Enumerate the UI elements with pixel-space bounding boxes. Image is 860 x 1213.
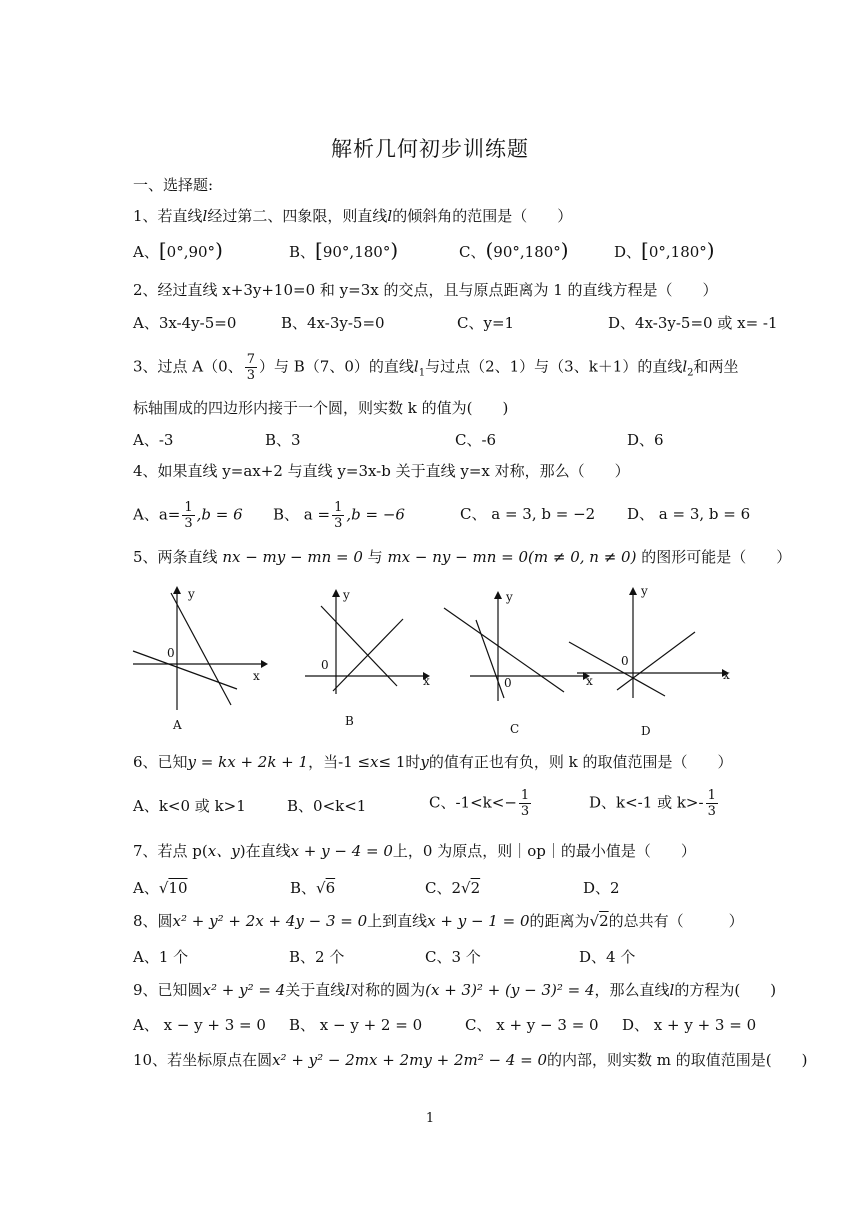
x-axis-arrow: [261, 660, 268, 668]
origin-label: 0: [321, 658, 329, 672]
sqrt-icon: √: [461, 879, 471, 897]
question-8-option-c: C、3 个: [425, 948, 481, 966]
question-1-option-a: A、[0°,90°): [133, 238, 223, 262]
question-8-option-b: B、2 个: [289, 948, 345, 966]
graph-b: [305, 588, 435, 698]
question-6-option-c: C、-1<k<− $\frac{1}{3}$: [429, 788, 530, 819]
y-axis-label: y: [188, 587, 195, 601]
sqrt-icon: √: [158, 879, 169, 897]
line-2: [171, 593, 231, 705]
question-2-stem: 2、经过直线 x+3y+10=0 和 y=3x 的交点，且与原点距离为 1 的直线方程是（ ）: [133, 281, 718, 299]
question-4-stem: 4、如果直线 y=ax+2 与直线 y=3x-b 关于直线 y=x 对称，那么（ ）: [133, 462, 630, 480]
question-8-option-a: A、1 个: [133, 948, 189, 966]
question-9-option-d: D、 x + y + 3 = 0: [622, 1016, 757, 1034]
question-1-option-b: B、[90°,180°): [289, 238, 399, 262]
question-4-option-c: C、 a = 3, b = −2: [460, 505, 596, 523]
graph-c-label: C: [510, 722, 520, 736]
question-4-option-d: D、 a = 3, b = 6: [627, 505, 751, 523]
y-axis-label: y: [641, 584, 648, 598]
section-heading: 一、选择题:: [133, 176, 214, 194]
question-3-option-d: D、6: [627, 431, 664, 449]
question-9-option-b: B、 x − y + 2 = 0: [289, 1016, 423, 1034]
page-number: 1: [425, 1111, 435, 1126]
graph-a-label: A: [173, 718, 182, 732]
question-6-stem: 6、已知y = kx + 2k + 1，当-1 ≤x≤ 1时y的值有正也有负，则 k 的取值范围是（ ）: [133, 753, 733, 771]
x-axis-label: x: [423, 674, 430, 688]
question-5-stem: 5、两条直线 nx − my − mn = 0 与 mx − ny − mn = 0(m ≠ 0, n ≠ 0) 的图形可能是（ ）: [133, 548, 792, 566]
question-6-option-a: A、k<0 或 k>1: [133, 797, 246, 815]
graph-b-label: B: [345, 714, 354, 728]
y-axis-label: y: [343, 588, 350, 602]
question-7-option-d: D、2: [583, 879, 620, 897]
line-1: [133, 651, 237, 689]
y-axis-label: y: [506, 590, 513, 604]
question-1-option-c: C、(90°,180°): [459, 238, 569, 262]
question-9-option-c: C、 x + y − 3 = 0: [465, 1016, 599, 1034]
question-10-stem: 10、若坐标原点在圆x² + y² − 2mx + 2my + 2m² − 4 = 0的内部，则实数 m 的取值范围是( ): [133, 1051, 808, 1069]
x-axis-label: x: [586, 674, 593, 688]
question-8-option-d: D、4 个: [579, 948, 636, 966]
origin-label: 0: [621, 654, 629, 668]
question-7-option-c: C、2√2: [425, 879, 481, 897]
question-1-stem: 1、若直线l经过第二、四象限，则直线l的倾斜角的范围是（ ）: [133, 207, 573, 225]
question-9-option-a: A、 x − y + 3 = 0: [133, 1016, 266, 1034]
origin-label: 0: [504, 676, 512, 690]
fraction: $\frac{7}{3}$: [246, 352, 255, 383]
question-3-option-c: C、-6: [455, 431, 497, 449]
page-title: 解析几何初步训练题: [331, 137, 529, 161]
question-4-option-a: A、a= $\frac{1}{3}$ ,b = 6: [133, 500, 243, 531]
graph-a: [133, 585, 268, 715]
question-8-stem: 8、圆x² + y² + 2x + 4y − 3 = 0上到直线x + y − 1 = 0的距离为√2的总共有（ ）: [133, 912, 744, 930]
x-axis-label: x: [723, 668, 730, 682]
question-2-option-c: C、y=1: [457, 314, 515, 332]
question-4-option-b: B、 a = $\frac{1}{3}$ ,b = −6: [273, 500, 405, 531]
question-6-option-d: D、k<-1 或 k>- $\frac{1}{3}$: [589, 788, 716, 819]
question-3-option-b: B、3: [265, 431, 301, 449]
question-3-option-a: A、-3: [133, 431, 174, 449]
sqrt-icon: √: [316, 879, 326, 897]
question-3-stem-line1: 3、过点 A（0、 $\frac{7}{3}$ ）与 B（7、0）的直线$l_1$与过点（2、1）与（3、k＋1）的直线$l_2$和两坐: [133, 352, 739, 383]
y-axis-arrow: [173, 586, 181, 594]
question-2-option-b: B、4x-3y-5=0: [281, 314, 385, 332]
question-7-option-b: B、√6: [290, 879, 336, 897]
question-3-stem-line2: 标轴围成的四边形内接于一个圆，则实数 k 的值为( ): [133, 399, 509, 417]
graph-d: [565, 582, 735, 702]
x-axis-label: x: [253, 669, 260, 683]
question-9-stem: 9、已知圆x² + y² = 4关于直线l对称的圆为(x + 3)² + (y − 3)² = 4，那么直线l的方程为( ): [133, 981, 777, 999]
question-2-option-a: A、3x-4y-5=0: [133, 314, 237, 332]
graph-d-label: D: [641, 724, 651, 738]
question-7-option-a: A、√10: [133, 879, 188, 897]
question-1-option-d: D、[0°,180°): [614, 238, 715, 262]
question-6-option-b: B、0<k<1: [287, 797, 367, 815]
question-7-stem: 7、若点 p(x、y)在直线x + y − 4 = 0上，0 为原点，则｜op｜的最小值是（ ）: [133, 842, 696, 860]
question-2-option-d: D、4x-3y-5=0 或 x= -1: [608, 314, 778, 332]
sqrt-icon: √: [589, 912, 600, 930]
origin-label: 0: [167, 646, 175, 660]
